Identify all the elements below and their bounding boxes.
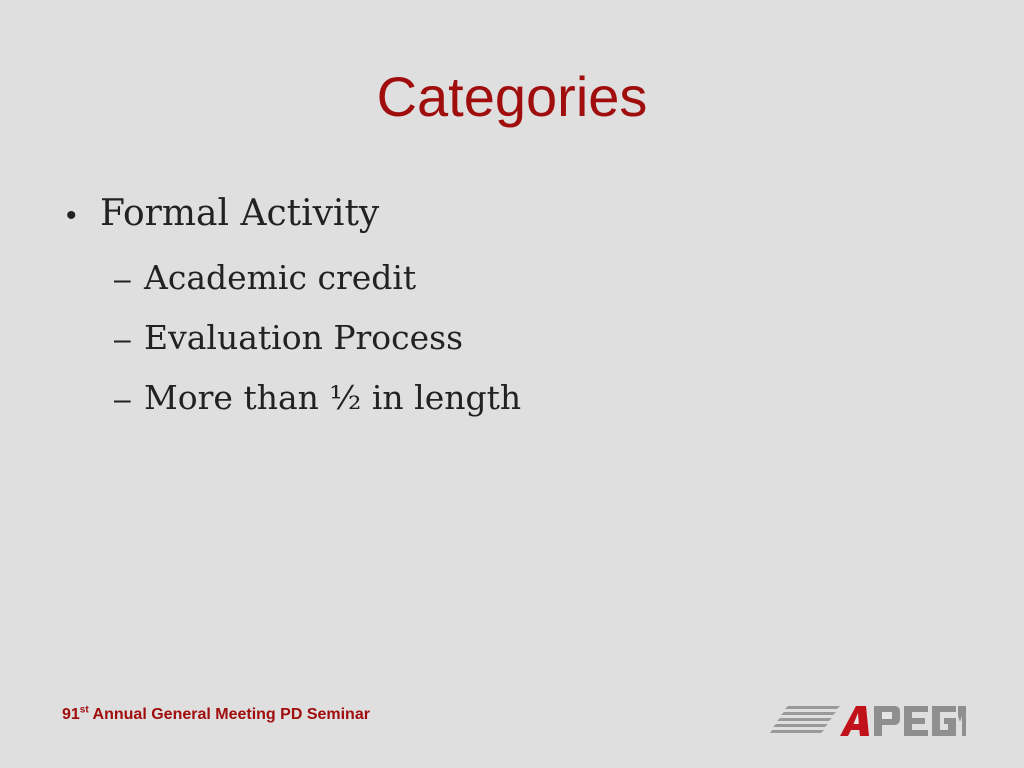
sub-bullet-text: Academic credit (144, 258, 417, 297)
dash-glyph: – (114, 263, 131, 296)
slide-title: Categories (376, 65, 648, 128)
bullet-glyph: • (66, 199, 77, 232)
footer-superscript: st (79, 704, 89, 716)
sub-bullet-text: Evaluation Process (144, 318, 464, 357)
bullet-item (66, 187, 966, 429)
apegm-logo (770, 700, 966, 742)
dash-glyph: – (114, 383, 131, 416)
sub-bullet-list (66, 249, 966, 429)
sub-bullet-item (114, 309, 966, 369)
sub-bullet-text: More than ½ in length (144, 378, 522, 417)
logo-letter-a (840, 706, 869, 736)
bullet-list (66, 187, 966, 429)
footer-number: 91 (62, 706, 80, 723)
logo-letter-m (958, 706, 966, 736)
logo-letter-e (904, 706, 928, 736)
sub-bullet-item (114, 249, 966, 309)
logo-speed-lines (770, 706, 840, 733)
logo-letter-p (874, 706, 900, 736)
logo-letter-g (932, 706, 956, 736)
bullet-text: Formal Activity (100, 193, 380, 234)
sub-bullet-item (114, 369, 966, 429)
dash-glyph: – (114, 323, 131, 356)
footer-caption (62, 706, 370, 724)
footer-label: Annual General Meeting PD Seminar (88, 706, 370, 723)
bullet-row (66, 187, 966, 243)
